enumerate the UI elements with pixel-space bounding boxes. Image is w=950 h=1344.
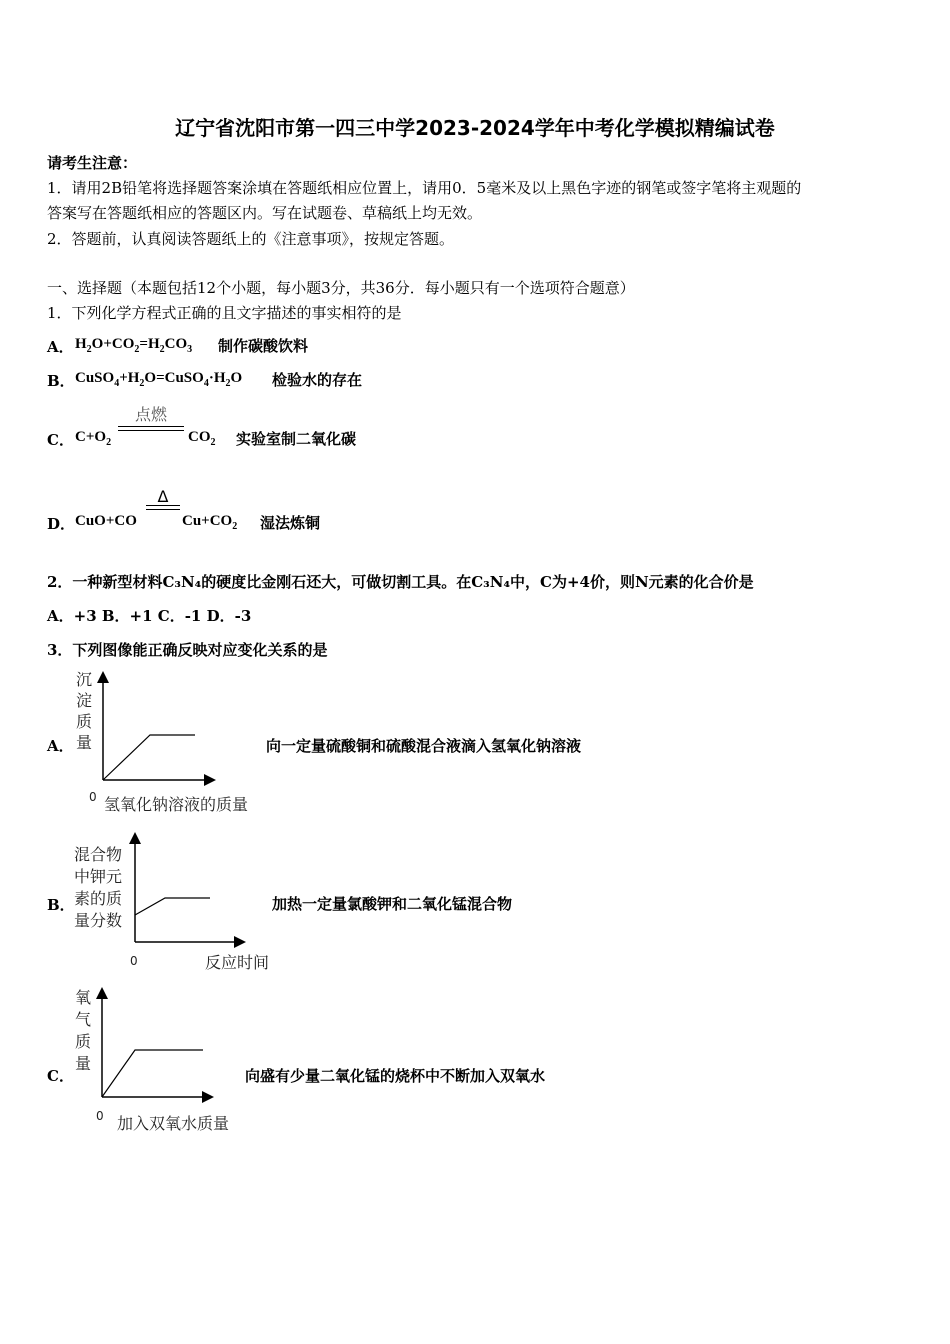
q1-option-c-reactants: $C+O_2$ bbox=[75, 429, 112, 448]
q3-option-c-label: C． bbox=[47, 1067, 74, 1085]
origin-label: 0 bbox=[89, 790, 97, 804]
q1-option-b-formula: $CuSO_4+H_2O=CuSO_4\cdot H_2O$ bbox=[75, 370, 243, 389]
q1-option-d-reactants: CuO+CO bbox=[75, 513, 137, 529]
q1-option-c-condition: 点燃 bbox=[134, 405, 167, 424]
y-label-3: 素的质 bbox=[74, 889, 123, 908]
curve bbox=[103, 735, 195, 780]
q1-option-a-formula: $H_2O+CO_2=H_2CO_3$ bbox=[75, 336, 193, 355]
y-label-4: 量分数 bbox=[74, 911, 123, 930]
q1-option-d-eq-line-top bbox=[146, 505, 180, 506]
q1-option-a-desc: 制作碳酸饮料 bbox=[218, 337, 309, 355]
q3-option-b-graph bbox=[70, 830, 290, 978]
x-label: 反应时间 bbox=[205, 953, 270, 972]
q1-option-b-label: B． bbox=[47, 372, 75, 390]
notice-line-2: 答案写在答题纸相应的答题区内。写在试题卷、草稿纸上均无效。 bbox=[47, 204, 483, 222]
q2-options: A．+3 B．+1 C．-1 D．-3 bbox=[47, 607, 252, 625]
q3-stem: 3．下列图像能正确反映对应变化关系的是 bbox=[47, 641, 328, 659]
y-label-2: 中钾元 bbox=[74, 867, 123, 886]
page-title: 辽宁省沈阳市第一四三中学2023-2024学年中考化学模拟精编试卷 bbox=[175, 116, 775, 140]
q1-option-c-label: C． bbox=[47, 431, 74, 449]
q1-option-a-label: A． bbox=[47, 338, 74, 356]
y-label-1: 混合物 bbox=[74, 845, 123, 864]
y-label-1: 沉 bbox=[76, 670, 93, 689]
q1-option-c-desc: 实验室制二氧化碳 bbox=[236, 430, 357, 448]
q3-option-a-label: A． bbox=[47, 737, 74, 755]
section-heading: 一、选择题（本题包括12个小题，每小题3分，共36分．每小题只有一个选项符合题意） bbox=[47, 279, 635, 297]
q1-option-b-desc: 检验水的存在 bbox=[272, 371, 363, 389]
y-label-2: 气 bbox=[75, 1010, 92, 1029]
y-label-1: 氧 bbox=[75, 988, 92, 1007]
q2-stem: 2．一种新型材料C₃N₄的硬度比金刚石还大，可做切割工具。在C₃N₄中，C为+4价，则N元素的化合价是 bbox=[47, 573, 754, 591]
q1-option-d-label: D． bbox=[47, 515, 76, 533]
q1-stem: 1．下列化学方程式正确的且文字描述的事实相符的是 bbox=[47, 304, 402, 322]
q3-option-a-graph bbox=[70, 665, 280, 820]
q3-option-a-desc: 向一定量硫酸铜和硫酸混合液滴入氢氧化钠溶液 bbox=[266, 737, 582, 755]
q3-option-c-graph bbox=[70, 983, 260, 1135]
q3-option-b-label: B． bbox=[47, 896, 75, 914]
q3-option-c-desc: 向盛有少量二氧化锰的烧杯中不断加入双氧水 bbox=[245, 1067, 546, 1085]
q1-option-c-eq-line-top bbox=[118, 426, 184, 427]
y-label-4: 量 bbox=[76, 733, 93, 752]
y-label-2: 淀 bbox=[76, 691, 93, 710]
q1-option-d-eq-line-bottom bbox=[146, 509, 180, 510]
origin-label: 0 bbox=[130, 954, 138, 968]
notice-line-3: 2．答题前，认真阅读答题纸上的《注意事项》，按规定答题。 bbox=[47, 230, 455, 248]
notice-line-1: 1．请用2B铅笔将选择题答案涂填在答题纸相应位置上，请用0．5毫米及以上黑色字迹的钢笔或签字笔将主观题的 bbox=[47, 179, 802, 197]
q1-option-d-products: $Cu+CO_2$ bbox=[182, 513, 238, 532]
q1-option-d-condition: Δ bbox=[157, 487, 169, 506]
q1-option-c-products: $CO_2$ bbox=[188, 429, 216, 448]
q1-option-c-eq-line-bottom bbox=[118, 430, 184, 431]
notice-heading: 请考生注意： bbox=[47, 154, 138, 172]
curve bbox=[102, 1050, 203, 1097]
x-label: 加入双氧水质量 bbox=[117, 1114, 230, 1133]
q3-option-b-desc: 加热一定量氯酸钾和二氧化锰混合物 bbox=[272, 895, 513, 913]
y-label-3: 质 bbox=[75, 1032, 92, 1051]
x-label: 氢氧化钠溶液的质量 bbox=[104, 795, 249, 814]
y-label-4: 量 bbox=[75, 1054, 92, 1073]
origin-label: 0 bbox=[96, 1109, 104, 1123]
q1-option-d-desc: 湿法炼铜 bbox=[260, 514, 321, 532]
y-label-3: 质 bbox=[76, 712, 93, 731]
curve bbox=[135, 898, 210, 915]
